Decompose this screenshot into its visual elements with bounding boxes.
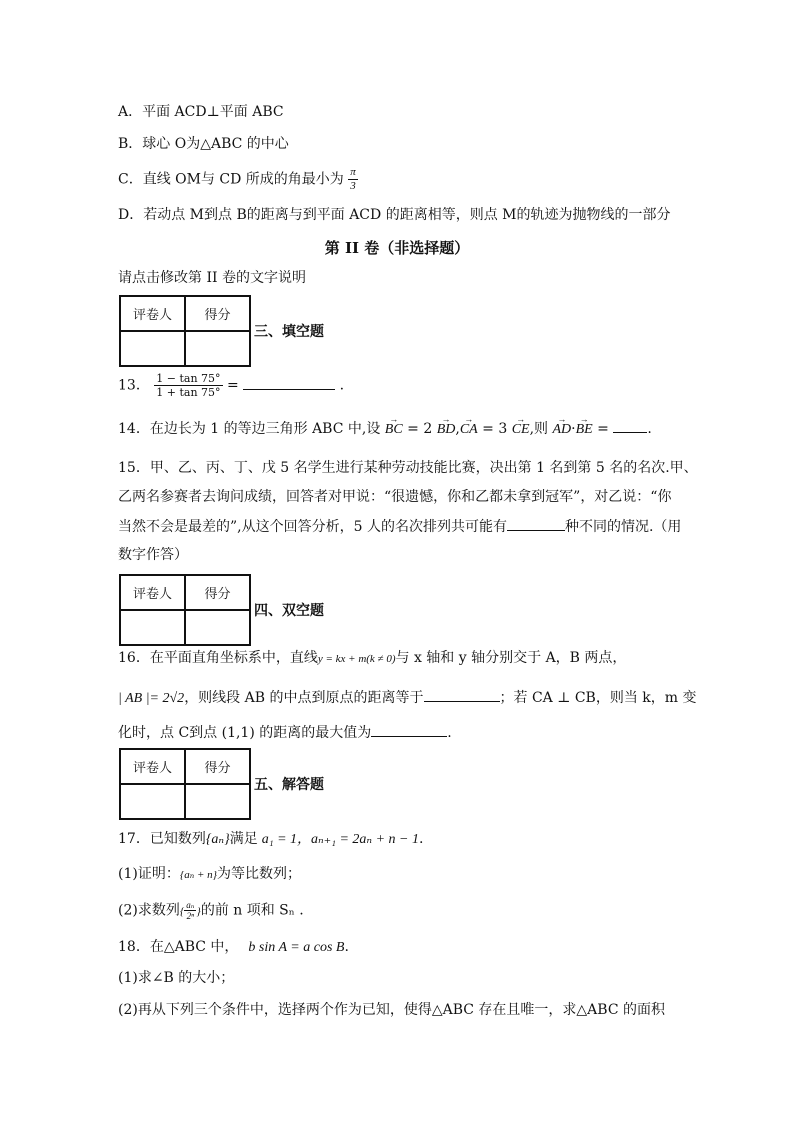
q17-part-text: 的前 n 项和 Sₙ .: [200, 902, 304, 919]
score-box-score-cell: [185, 331, 250, 366]
question-15-line-4: 数字作答）: [118, 547, 188, 563]
answer-blank[interactable]: [613, 418, 647, 433]
fraction-denominator: 2ⁿ: [186, 911, 194, 921]
q14-end: .: [647, 421, 652, 437]
q16-text: .: [447, 725, 452, 741]
answer-blank[interactable]: [371, 722, 447, 737]
line-equation: y = kx + m(k ≠ 0): [317, 653, 396, 665]
score-box-score-cell: [185, 610, 250, 645]
score-box-reviewer-label: 评卷人: [120, 575, 185, 610]
option-c-text: C．直线 OM与 CD 所成的角最小为: [118, 171, 344, 188]
fraction-numerator: aₙ: [186, 900, 195, 910]
answer-blank[interactable]: [424, 687, 500, 702]
recurrence: a₁ = 1，aₙ₊₁ = 2aₙ + n − 1: [261, 832, 419, 847]
vector-bd: → BD: [437, 420, 456, 440]
q18-end: .: [344, 939, 349, 955]
section-answer: 五、解答题: [254, 777, 324, 793]
question-15-line-1: 15．甲、乙、丙、丁、戊 5 名学生进行某种劳动技能比赛，决出第 1 名到第 5 名的名次.甲、: [118, 460, 698, 476]
question-15-line-2: 乙两名参赛者去询问成绩，回答者对甲说：“很遗憾，你和乙都未拿到冠军”，对乙说：“你: [118, 489, 672, 505]
option-a: A．平面 ACD⊥平面 ABC: [118, 104, 284, 120]
pi-over-3-fraction: [348, 166, 358, 193]
q16-text: ；若 CA ⊥ CB，则当 k，m 变: [499, 690, 697, 706]
q17-part-text: (1)证明：: [118, 866, 180, 882]
score-box: [119, 748, 251, 820]
q14-text: ·: [571, 421, 576, 437]
answer-blank[interactable]: [243, 375, 335, 390]
vector-ca: → CA: [460, 420, 478, 440]
q17-text: 17．已知数列: [118, 831, 206, 847]
question-17-part-2: (2)求数列{ $\frac{\text{aₙ}}{\text{2ⁿ}}$ }的前 n 项和 Sₙ .: [118, 900, 304, 921]
question-17-part-1: [118, 864, 301, 885]
score-box-score-label: 得分: [185, 296, 250, 331]
question-13: [118, 372, 344, 399]
q17-text: 满足: [229, 831, 258, 847]
section-double-blank: 四、双空题: [254, 603, 324, 619]
q14-text: ,则: [529, 421, 553, 437]
fraction-denominator: 3: [350, 180, 356, 192]
question-18: [118, 937, 349, 958]
score-box: [119, 574, 251, 646]
question-17: [118, 829, 423, 850]
q13-fraction: [154, 372, 222, 399]
score-box-score-label: 得分: [185, 575, 250, 610]
sequence-expr: {aₙ + n}: [179, 869, 218, 881]
q16-text: 与 x 轴和 y 轴分别交于 A，B 两点，: [395, 650, 627, 666]
q13-end: .: [339, 377, 345, 394]
q16-text: 化时，点 C到点 (1,1) 的距离的最大值为: [118, 725, 372, 741]
question-15-line-3: [118, 516, 681, 537]
q15-text: 种不同的情况.（用: [564, 519, 682, 535]
part2-note[interactable]: 请点击修改第 II 卷的文字说明: [118, 270, 306, 286]
score-box-reviewer-label: 评卷人: [120, 296, 185, 331]
q18-equation: b sin A = a cos B: [248, 940, 345, 955]
q17-end: .: [418, 831, 424, 847]
q17-part-text: (2)求数列: [118, 902, 180, 919]
q16-text: 16．在平面直角坐标系中，直线: [118, 650, 318, 666]
q14-text: = 2: [402, 421, 437, 437]
q14-text: 14．在边长为 1 的等边三角形 ABC 中,设: [118, 421, 385, 437]
q15-text: 当然不会是最差的”,从这个回答分析，5 人的名次排列共可能有: [118, 519, 507, 535]
q16-text: ，则线段 AB 的中点到原点的距离等于: [184, 690, 424, 706]
part2-title: 第 II 卷（非选择题）: [324, 239, 470, 257]
vector-bc: → BC: [385, 420, 403, 440]
section-fill-in: 三、填空题: [254, 324, 324, 340]
option-d: D．若动点 M到点 B的距离与到平面 ACD 的距离相等，则点 M的轨迹为抛物线的一部分: [118, 207, 671, 223]
q13-number: 13．: [118, 377, 150, 394]
vector-be: → BE: [576, 420, 593, 440]
option-b: B．球心 O为△ABC 的中心: [118, 136, 289, 152]
vector-ce: → CE: [512, 420, 530, 440]
q14-text: = 3: [477, 421, 512, 437]
vector-ad: → AD: [553, 420, 572, 440]
answer-blank[interactable]: [507, 516, 565, 531]
score-box-reviewer-cell: [120, 331, 185, 366]
sequence-fraction: [184, 900, 196, 921]
q14-text: =: [592, 421, 614, 437]
question-14: [118, 418, 652, 440]
q14-text: ,: [455, 421, 460, 437]
q17-part-text: 为等比数列；: [217, 866, 302, 882]
option-c: [118, 166, 358, 193]
question-18-part-1: (1)求∠B 的大小；: [118, 970, 235, 986]
sequence-a: {aₙ}: [205, 832, 230, 847]
score-box-reviewer-label: 评卷人: [120, 749, 185, 784]
score-box-score-label: 得分: [185, 749, 250, 784]
fraction-denominator: 1 + tan 75°: [156, 386, 221, 399]
fraction-numerator: π: [350, 166, 356, 178]
fraction-numerator: 1 − tan 75°: [156, 372, 221, 385]
ab-length: | AB |= 2√2: [118, 691, 185, 706]
question-16-line-2: [118, 687, 697, 709]
question-18-part-2: (2)再从下列三个条件中，选择两个作为已知，使得△ABC 存在且唯一，求△ABC 的面积: [118, 1002, 666, 1018]
score-box: [119, 295, 251, 367]
q13-equals: =: [227, 377, 239, 394]
question-16-line-1: [118, 648, 626, 669]
q18-text: 18．在△ABC 中，: [118, 939, 239, 955]
score-box-reviewer-cell: [120, 784, 185, 819]
score-box-reviewer-cell: [120, 610, 185, 645]
question-16-line-3: [118, 722, 452, 743]
score-box-score-cell: [185, 784, 250, 819]
